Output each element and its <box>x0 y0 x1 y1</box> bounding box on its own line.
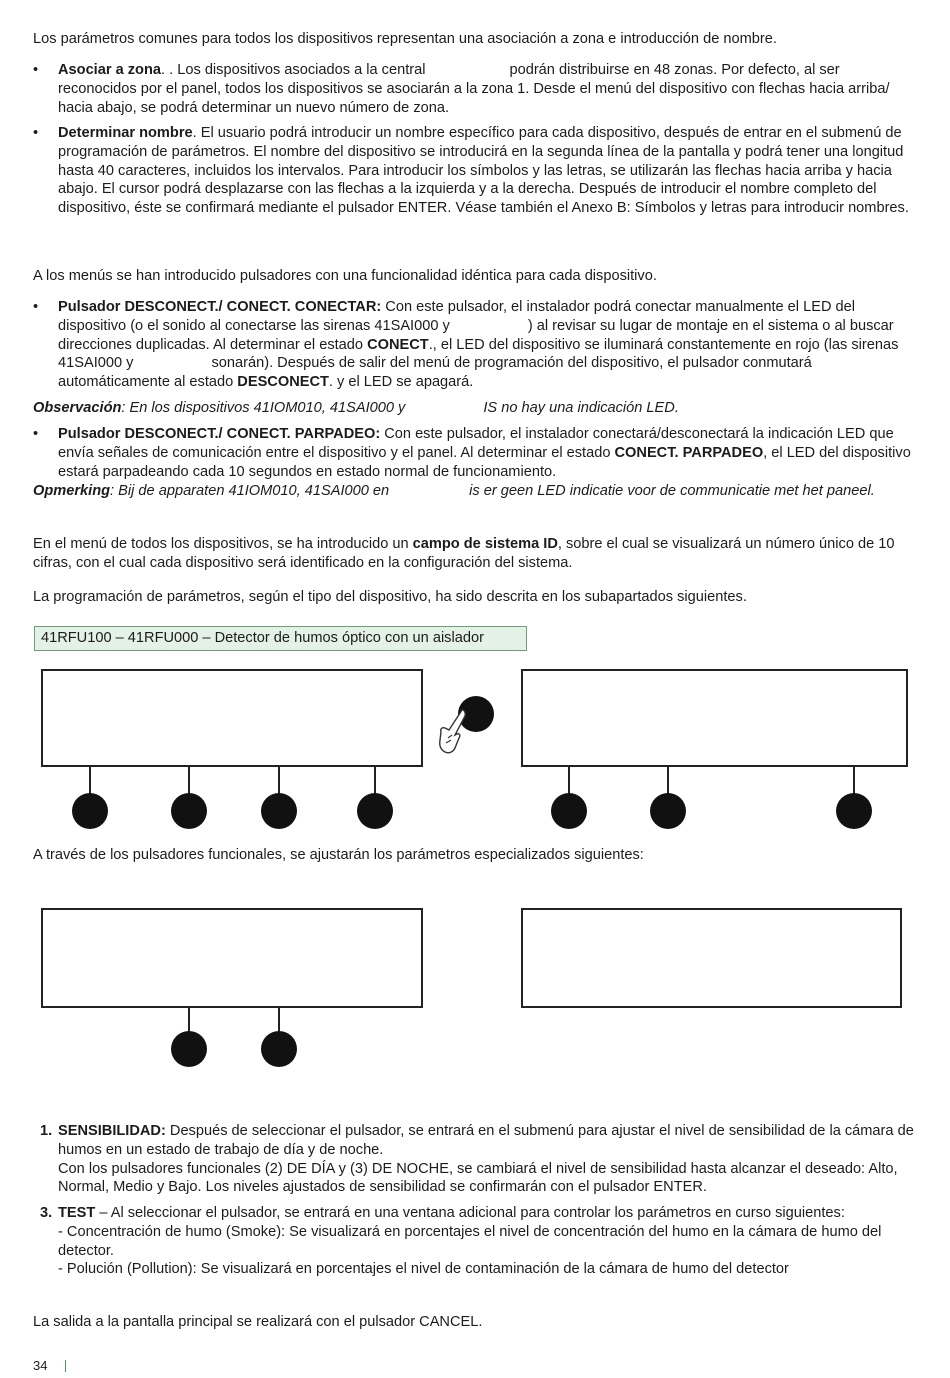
subsections-paragraph: La programación de parámetros, según el tipo del dispositivo, ha sido descrita en los subapartados siguientes. <box>33 589 747 605</box>
blink-text-2: , el LED del dispositivo estará parpadeando cada 10 segundos en estado normal de funcionamiento. <box>58 444 911 480</box>
observation-text-1: : En los dispositivos 41IOM010, 41SAI000 y <box>121 400 406 416</box>
bullet-zone <box>33 61 918 117</box>
lcd-screen-params-left <box>41 908 423 1008</box>
lcd-screen-params-right <box>521 908 902 1008</box>
functional-paragraph: A través de los pulsadores funcionales, se ajustarán los parámetros especializados siguientes: <box>33 847 644 863</box>
connect-state-off: DESCONECT <box>237 374 329 391</box>
sysid-text-2: , sobre el cual se visualizará un número único de 10 cifras, con el cual cada dispositivo será identificado en la configuración del sistema. <box>33 536 895 571</box>
bullet-dot: • <box>33 62 39 78</box>
name-text: . El usuario podrá introducir un nombre específico para cada dispositivo, después de entrar en el submenú de programación de parámetros. El nombre del dispositivo se introducirá en la segunda línea de la pantalla y podrá tener una longitud hasta 40 caracteres, incluidos los intervalos. Para introducir los símbolos y las letras, se utilizarán las flechas hacia arriba y hacia abajo. El cursor podrá desplazarse con las flechas a la izquierda y a la derecha. Después de introducir el nombre completo del dispositivo, éste se confirmará mediante el pulsador ENTER. Véase también el Anexo B: Símbolos y letras para introducir nombres. <box>58 125 909 217</box>
connect-text-2: ) al revisar su lugar de montaje en el sistema o al buscar direcciones duplicadas. Al determinar el estado <box>58 317 894 353</box>
sysid-text-1: En el menú de todos los dispositivos, se ha introducido un <box>33 536 413 552</box>
item-text-2: Con los pulsadores funcionales (2) DE DÍA y (3) DE NOCHE, se cambiará el nivel de sensibilidad hasta alcanzar el deseado: Alto, Normal, Medio y Bajo. Los niveles ajustados de sensibilidad se confirmarán con el pulsador ENTER. <box>58 1160 898 1196</box>
connect-text-3: ., el LED del dispositivo se iluminará constantemente en rojo (las sirenas 41SAI000 y <box>58 336 899 372</box>
blink-text-1: Con este pulsador, el instalador conectará/desconectará la indicación LED que envía señales de comunicación entre el dispositivo y el panel. Al determinar el estado <box>58 426 894 461</box>
item-line-3: - Polución (Pollution): Se visualizará en porcentajes el nivel de contaminación de la cámara de humo del detector <box>58 1261 789 1278</box>
item-text: – Al seleccionar el pulsador, se entrará en una ventana adicional para controlar los parámetros en curso siguientes: <box>95 1205 845 1221</box>
zone-label: Asociar a zona <box>58 62 162 78</box>
connect-state-on: CONECT <box>367 336 429 353</box>
zone-text-a: . . Los dispositivos asociados a la central <box>161 62 426 78</box>
observation-text-2: IS no hay una indicación LED. <box>483 400 679 416</box>
bullet-dot: • <box>33 299 39 315</box>
item-text: Después de seleccionar el pulsador, se entrará en el submenú para ajustar el nivel de sensibilidad de la cámara de humos en un estado de trabajo de día y de noche. <box>58 1123 914 1158</box>
connect-text-1: Con este pulsador, el instalador podrá conectar manualmente el LED del dispositivo (o el sonido al conectarse las sirenas 41SAI000 y <box>58 299 856 334</box>
lcd-screen-left <box>41 669 423 767</box>
hand-pointer-icon <box>435 708 467 756</box>
opmerking-note <box>33 482 918 501</box>
section-heading: 41RFU100 – 41RFU000 – Detector de humos óptico con un aislador <box>34 626 527 651</box>
lcd-screen-right <box>521 669 908 767</box>
exit-paragraph: La salida a la pantalla principal se realizará con el pulsador CANCEL. <box>33 1314 483 1330</box>
observation-label: Observación <box>33 400 122 416</box>
page-number: 34 <box>33 1358 48 1373</box>
bullet-blink <box>33 425 918 481</box>
bullet-connect <box>33 298 918 392</box>
function-button-4[interactable] <box>357 793 393 829</box>
item-number: 3. <box>40 1205 53 1221</box>
item-label: TEST <box>58 1205 96 1221</box>
observation-note <box>33 399 918 418</box>
menus-intro: A los menús se han introducido pulsadores con una funcionalidad idéntica para cada dispositivo. <box>33 268 657 284</box>
function-button-1[interactable] <box>72 793 108 829</box>
opmerking-label: Opmerking <box>33 483 111 499</box>
item-line-2: - Concentración de humo (Smoke): Se visualizará en porcentajes el nivel de concentración del humo en la cámara de humo del detector. <box>58 1223 882 1259</box>
item-test <box>40 1204 920 1279</box>
item-sensitivity <box>40 1122 920 1197</box>
blink-label: Pulsador DESCONECT./ CONECT. PARPADEO: <box>58 426 381 442</box>
item-number: 1. <box>40 1123 53 1139</box>
footer-divider <box>65 1360 66 1372</box>
function-button-5[interactable] <box>551 793 587 829</box>
system-id-paragraph <box>33 535 918 573</box>
bullet-dot: • <box>33 125 39 141</box>
connect-text-4: sonarán). Después de salir del menú de programación del dispositivo, el pulsador conmutará automáticamente al estado <box>58 355 812 391</box>
bullet-dot: • <box>33 426 39 442</box>
opmerking-text-1: : Bij de apparaten 41IOM010, 41SAI000 en <box>110 483 390 499</box>
function-button-6[interactable] <box>650 793 686 829</box>
param-button-1[interactable] <box>171 1031 207 1067</box>
function-button-7[interactable] <box>836 793 872 829</box>
item-label: SENSIBILIDAD: <box>58 1123 166 1139</box>
function-button-3[interactable] <box>261 793 297 829</box>
intro-paragraph: Los parámetros comunes para todos los dispositivos representan una asociación a zona e introducción de nombre. <box>33 31 777 47</box>
blink-state: CONECT. PARPADEO <box>614 444 764 461</box>
opmerking-text-2: is er geen LED indicatie voor de communicatie met het paneel. <box>469 483 875 499</box>
function-button-2[interactable] <box>171 793 207 829</box>
bullet-name <box>33 124 918 218</box>
name-label: Determinar nombre <box>58 125 193 141</box>
zone-text-b: podrán distribuirse en 48 zonas. Por defecto, al ser reconocidos por el panel, todos los dispositivos se asociarán a la zona 1. Desde el menú del dispositivo con flechas hacia arriba/ hacia abajo, se podrá determinar un nuevo número de zona. <box>58 62 890 116</box>
sysid-field: campo de sistema ID <box>412 536 558 552</box>
connect-text-5: . y el LED se apagará. <box>328 374 474 391</box>
param-button-2[interactable] <box>261 1031 297 1067</box>
connect-label: Pulsador DESCONECT./ CONECT. CONECTAR: <box>58 299 382 315</box>
